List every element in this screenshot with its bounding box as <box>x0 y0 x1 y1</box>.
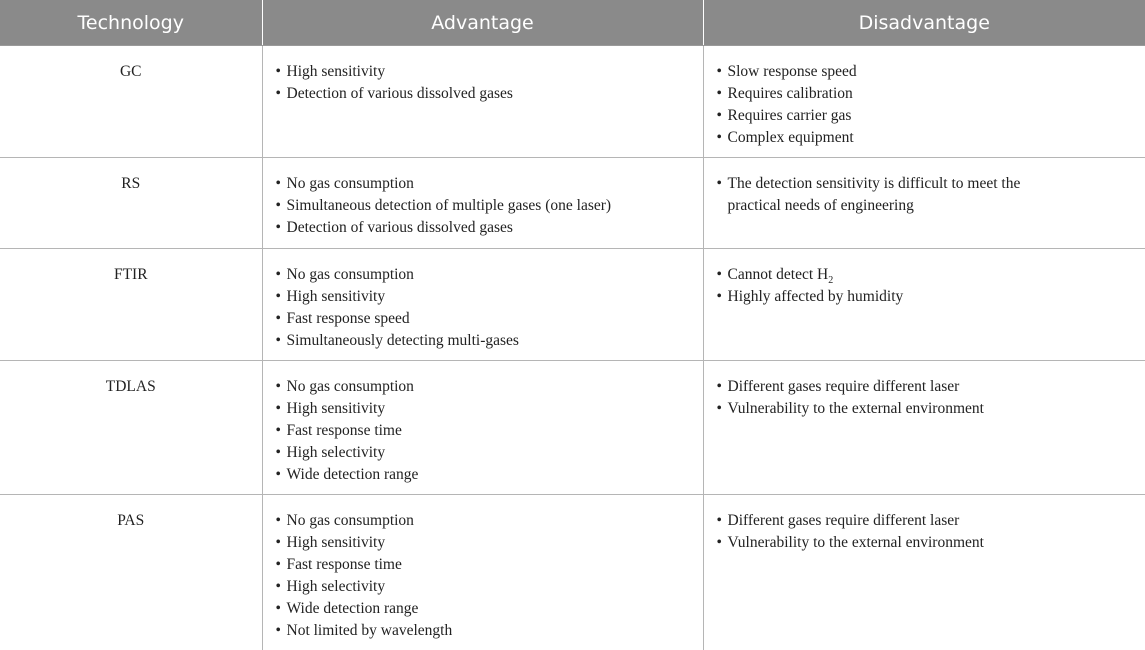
technology-cell: TDLAS <box>0 361 262 495</box>
list-item: • Different gases require different laser <box>717 510 1145 532</box>
table-row <box>0 249 1145 361</box>
list-item: • Vulnerability to the external environment <box>717 532 1145 554</box>
list-item: • Requires calibration <box>717 83 1145 105</box>
table-row <box>0 361 1145 495</box>
list-item <box>717 264 1145 286</box>
list-item: • Vulnerability to the external environment <box>717 398 1145 420</box>
table-row <box>0 495 1145 650</box>
advantage-cell <box>262 495 703 650</box>
technology-cell: PAS <box>0 495 262 650</box>
table-row <box>0 46 1145 158</box>
advantage-cell <box>262 46 703 158</box>
list-item: • Slow response speed <box>717 61 1145 83</box>
advantage-cell <box>262 361 703 495</box>
disadvantage-cell <box>703 158 1145 249</box>
list-item: • Not limited by wavelength <box>276 620 703 642</box>
list-item: • Simultaneous detection of multiple gases (one laser) <box>276 195 703 217</box>
list-item: • High sensitivity <box>276 61 703 83</box>
list-item: • Fast response time <box>276 420 703 442</box>
disadvantage-cell <box>703 361 1145 495</box>
list-item: • High sensitivity <box>276 286 703 308</box>
technology-cell: RS <box>0 158 262 249</box>
list-item: • Complex equipment <box>717 127 1145 149</box>
list-item: • Simultaneously detecting multi-gases <box>276 330 703 352</box>
header-disadvantage: Disadvantage <box>703 0 1145 46</box>
list-item: • High sensitivity <box>276 532 703 554</box>
advantage-cell <box>262 158 703 249</box>
header-row <box>0 0 1145 46</box>
list-item: • High selectivity <box>276 576 703 598</box>
subscript: 2 <box>828 275 833 286</box>
list-item: • No gas consumption <box>276 173 703 195</box>
list-item: • Fast response time <box>276 554 703 576</box>
list-item: • Detection of various dissolved gases <box>276 217 703 239</box>
list-item-text: Cannot detect H <box>728 266 829 283</box>
disadvantage-cell <box>703 46 1145 158</box>
disadvantage-cell <box>703 495 1145 650</box>
list-item: • The detection sensitivity is difficult to meet the practical needs of engineering <box>717 173 1145 217</box>
list-item: • Wide detection range <box>276 598 703 620</box>
disadvantage-cell <box>703 249 1145 361</box>
list-item: • High sensitivity <box>276 398 703 420</box>
list-item: • Requires carrier gas <box>717 105 1145 127</box>
technology-cell: FTIR <box>0 249 262 361</box>
list-item: • Highly affected by humidity <box>717 286 1145 308</box>
list-item: • Wide detection range <box>276 464 703 486</box>
technology-cell: GC <box>0 46 262 158</box>
list-item: • Fast response speed <box>276 308 703 330</box>
table-row <box>0 158 1145 249</box>
header-technology: Technology <box>0 0 262 46</box>
list-item: • Detection of various dissolved gases <box>276 83 703 105</box>
header-advantage: Advantage <box>262 0 703 46</box>
list-item: • Different gases require different laser <box>717 376 1145 398</box>
advantage-cell <box>262 249 703 361</box>
list-item: • No gas consumption <box>276 376 703 398</box>
list-item: • No gas consumption <box>276 264 703 286</box>
list-item: • No gas consumption <box>276 510 703 532</box>
list-item: • High selectivity <box>276 442 703 464</box>
